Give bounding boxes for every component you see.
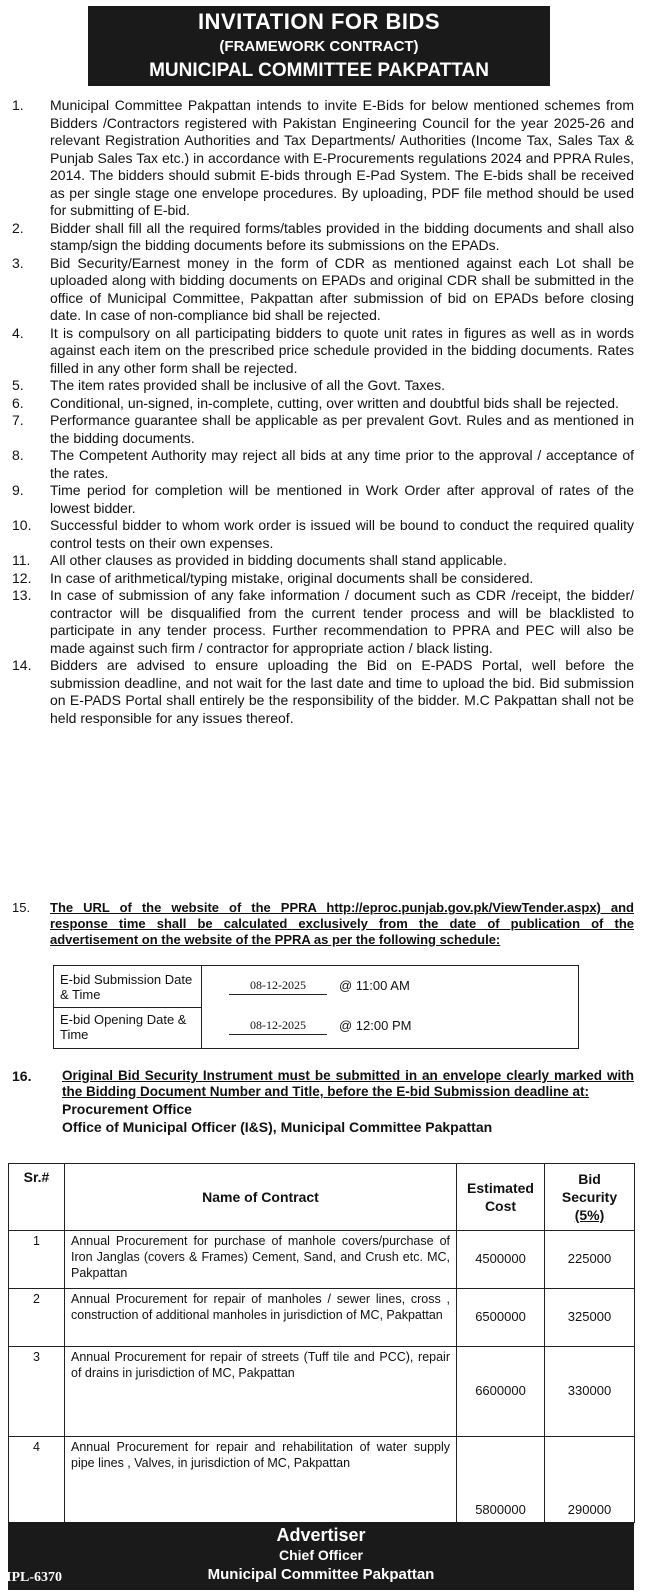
clause-16: [8, 1068, 634, 1136]
clause-item: [8, 657, 634, 727]
col-header-cost: Estimated Cost: [457, 1164, 545, 1231]
clause-item: [8, 570, 634, 588]
clause-item: [8, 517, 634, 552]
schedule-divider: [54, 1007, 201, 1008]
bid-schedule-box: [53, 965, 579, 1049]
ipl-reference: IPL-6370: [6, 1570, 62, 1585]
clause-item: [8, 447, 634, 482]
clause-item: [8, 552, 634, 570]
submission-time: @ 11:00 AM: [339, 978, 410, 993]
row-estimated-cost: 6600000: [457, 1347, 545, 1437]
row-estimated-cost: 5800000: [457, 1437, 545, 1523]
ad-title: INVITATION FOR BIDS: [197, 9, 441, 34]
clause-number: 8.: [12, 447, 24, 463]
advertiser-designation: Chief Officer: [278, 1547, 363, 1563]
row-estimated-cost: 4500000: [457, 1231, 545, 1289]
clause-number: 14.: [12, 657, 32, 673]
clause-item: [8, 412, 634, 447]
clause-15: [8, 900, 634, 948]
row-bid-security: 225000: [545, 1231, 635, 1289]
contracts-table: [8, 1163, 635, 1523]
ppra-url-clause: The URL of the website of the PPRA http://eproc.punjab.gov.pk/ViewTender.aspx) and response time shall be calculated exclusively from the date of publication of the advertisement on the website of the PPRA as per the following schedule:: [50, 900, 634, 947]
clause-item: [8, 377, 634, 395]
row-contract-name: Annual Procurement for repair of manholes / sewer lines, cross , construction of additional manholes in jurisdiction of MC, Pakpattan: [65, 1289, 457, 1347]
table-header-row: [9, 1164, 635, 1231]
clause-text: All other clauses as provided in bidding documents shall stand applicable.: [50, 552, 507, 568]
row-sr: 4: [9, 1437, 65, 1523]
clause-number: 13.: [12, 587, 32, 603]
opening-time: @ 12:00 PM: [339, 1018, 412, 1033]
clause-item: [8, 395, 634, 413]
clause-number: 15.: [12, 900, 31, 915]
submission-date-label: E-bid Submission Date & Time: [60, 972, 193, 1002]
clause-text: Bid Security/Earnest money in the form of CDR as mentioned against each Lot shall be uploaded along with bidding documents on EPADs and original CDR shall be submitted in the office of Municipal Committee, Pakpattan after submission of bid on EPADs before closing date. In case of non-compliance bid shall be rejected.: [50, 254, 634, 323]
clause-item: [8, 325, 634, 378]
clause-number: 16.: [12, 1068, 32, 1084]
col-header-security: [545, 1164, 635, 1231]
advertiser-title: Advertiser: [276, 1525, 366, 1545]
clause-text: Municipal Committee Pakpattan intends to invite E-Bids for below mentioned schemes from Bidders /Contractors registered with Pakistan Engineering Council for the year 2025-26 and relevant Registration Authorities and Tax Departments/ Authorities (Income Tax, Sales Tax & Punjab Sales Tax etc.) in accordance with E-Procurements regulations 2024 and PPRA Rules, 2014. The bidders should submit E-bids through E-Pad System. The E-bids shall be received as per single stage one envelope procedures. By uploading, PDF file method should be used for submitting of E-bid.: [50, 97, 634, 218]
advertiser-organization: Municipal Committee Pakpattan: [207, 1566, 435, 1583]
table-row: [9, 1437, 635, 1523]
clause-number: 9.: [12, 482, 24, 498]
clause-text: Time period for completion will be mentioned in Work Order after approval of rates of the lowest bidder.: [50, 482, 634, 516]
clause-number: 1.: [12, 97, 24, 113]
clause-number: 11.: [12, 552, 31, 568]
clause-text: Conditional, un-signed, in-complete, cutting, over written and doubtful bids shall be rejected.: [50, 394, 619, 411]
clause-text: The item rates provided shall be inclusive of all the Govt. Taxes.: [50, 377, 446, 393]
clause-number: 4.: [12, 324, 24, 341]
opening-date: 08-12-2025: [229, 1018, 327, 1035]
procurement-office: Procurement Office: [62, 1101, 192, 1117]
row-contract-name: Annual Procurement for purchase of manhole covers/purchase of Iron Janglas (covers & Frames) Cement, Sand, and Crush etc. MC, Pakpattan: [65, 1231, 457, 1289]
clause-number: 3.: [12, 254, 24, 271]
clause-number: 2.: [12, 219, 24, 236]
clause-text: In case of submission of any fake information / document such as CDR /receipt, the bidder/ contractor will be disqualified from the current tender process and will be blacklisted to participate in any tender process. Further recommendation to PPRA and PEC will also be made against such firm / contractor for appropriate action / black listing.: [50, 587, 634, 656]
clause-number: 6.: [12, 394, 24, 411]
row-contract-name: Annual Procurement for repair of streets (Tuff tile and PCC), repair of drains in jurisdiction of MC, Pakpattan: [65, 1347, 457, 1437]
opening-date-label: E-bid Opening Date & Time: [60, 1012, 187, 1042]
clause-number: 7.: [12, 412, 24, 428]
row-sr: 1: [9, 1231, 65, 1289]
row-contract-name: Annual Procurement for repair and rehabilitation of water supply pipe lines , Valves, in jurisdiction of MC, Pakpattan: [65, 1437, 457, 1523]
row-bid-security: 290000: [545, 1437, 635, 1523]
ad-subtitle: (FRAMEWORK CONTRACT): [219, 38, 419, 55]
bid-security-instruction: Original Bid Security Instrument must be submitted in an envelope clearly marked with the Bidding Document Number and Title, before the E-bid Submission deadline at:: [62, 1068, 634, 1099]
row-bid-security: 330000: [545, 1347, 635, 1437]
clause-number: 10.: [12, 517, 32, 533]
row-bid-security: 325000: [545, 1289, 635, 1347]
clause-text: Performance guarantee shall be applicable as per prevalent Govt. Rules and as mentioned in the bidding documents.: [50, 412, 634, 446]
clause-text: Successful bidder to whom work order is issued will be bound to conduct the required quality control tests on their own expenses.: [50, 517, 634, 551]
clause-item: [8, 97, 634, 220]
clause-text: In case of arithmetical/typing mistake, original documents shall be considered.: [50, 569, 534, 586]
ad-organization: MUNICIPAL COMMITTEE PAKPATTAN: [149, 60, 489, 81]
clause-item: [8, 587, 634, 657]
clause-number: 5.: [12, 377, 24, 393]
header-banner: [88, 6, 550, 86]
clause-text: The Competent Authority may reject all bids at any time prior to the approval / acceptance of the rates.: [50, 447, 634, 481]
clause-text: Bidders are advised to ensure uploading the Bid on E-PADS Portal, well before the submission deadline, and not wait for the last date and time to upload the bid. Bid submission on E-PADS Portal shall entirely be the responsibility of the bidder. M.C Pakpattan shall not be held responsible for any issues thereof.: [50, 657, 634, 726]
table-row: [9, 1289, 635, 1347]
office-address: Office of Municipal Officer (I&S), Municipal Committee Pakpattan: [62, 1119, 493, 1135]
clause-text: It is compulsory on all participating bidders to quote unit rates in figures as well as in words against each item on the prescribed price schedule provided in the bidding documents. Rates filled in any other form shall be rejected.: [50, 324, 634, 376]
clause-list: [8, 97, 634, 727]
clause-item: [8, 482, 634, 517]
clause-text: Bidder shall fill all the required forms/tables provided in the bidding documents and shall also stamp/sign the bidding documents before its submissions on the EPADs.: [50, 219, 634, 253]
submission-date: 08-12-2025: [229, 978, 327, 995]
footer-banner: [8, 1522, 634, 1590]
row-sr: 2: [9, 1289, 65, 1347]
table-row: [9, 1347, 635, 1437]
security-header-percent: (5%): [574, 1207, 605, 1223]
row-sr: 3: [9, 1347, 65, 1437]
table-row: [9, 1231, 635, 1289]
security-header-label: Bid Security: [561, 1171, 618, 1205]
col-header-name: Name of Contract: [65, 1164, 457, 1231]
clause-number: 12.: [12, 569, 32, 586]
clause-item: [8, 220, 634, 255]
col-header-sr: Sr.#: [9, 1164, 65, 1231]
clause-item: [8, 255, 634, 325]
row-estimated-cost: 6500000: [457, 1289, 545, 1347]
